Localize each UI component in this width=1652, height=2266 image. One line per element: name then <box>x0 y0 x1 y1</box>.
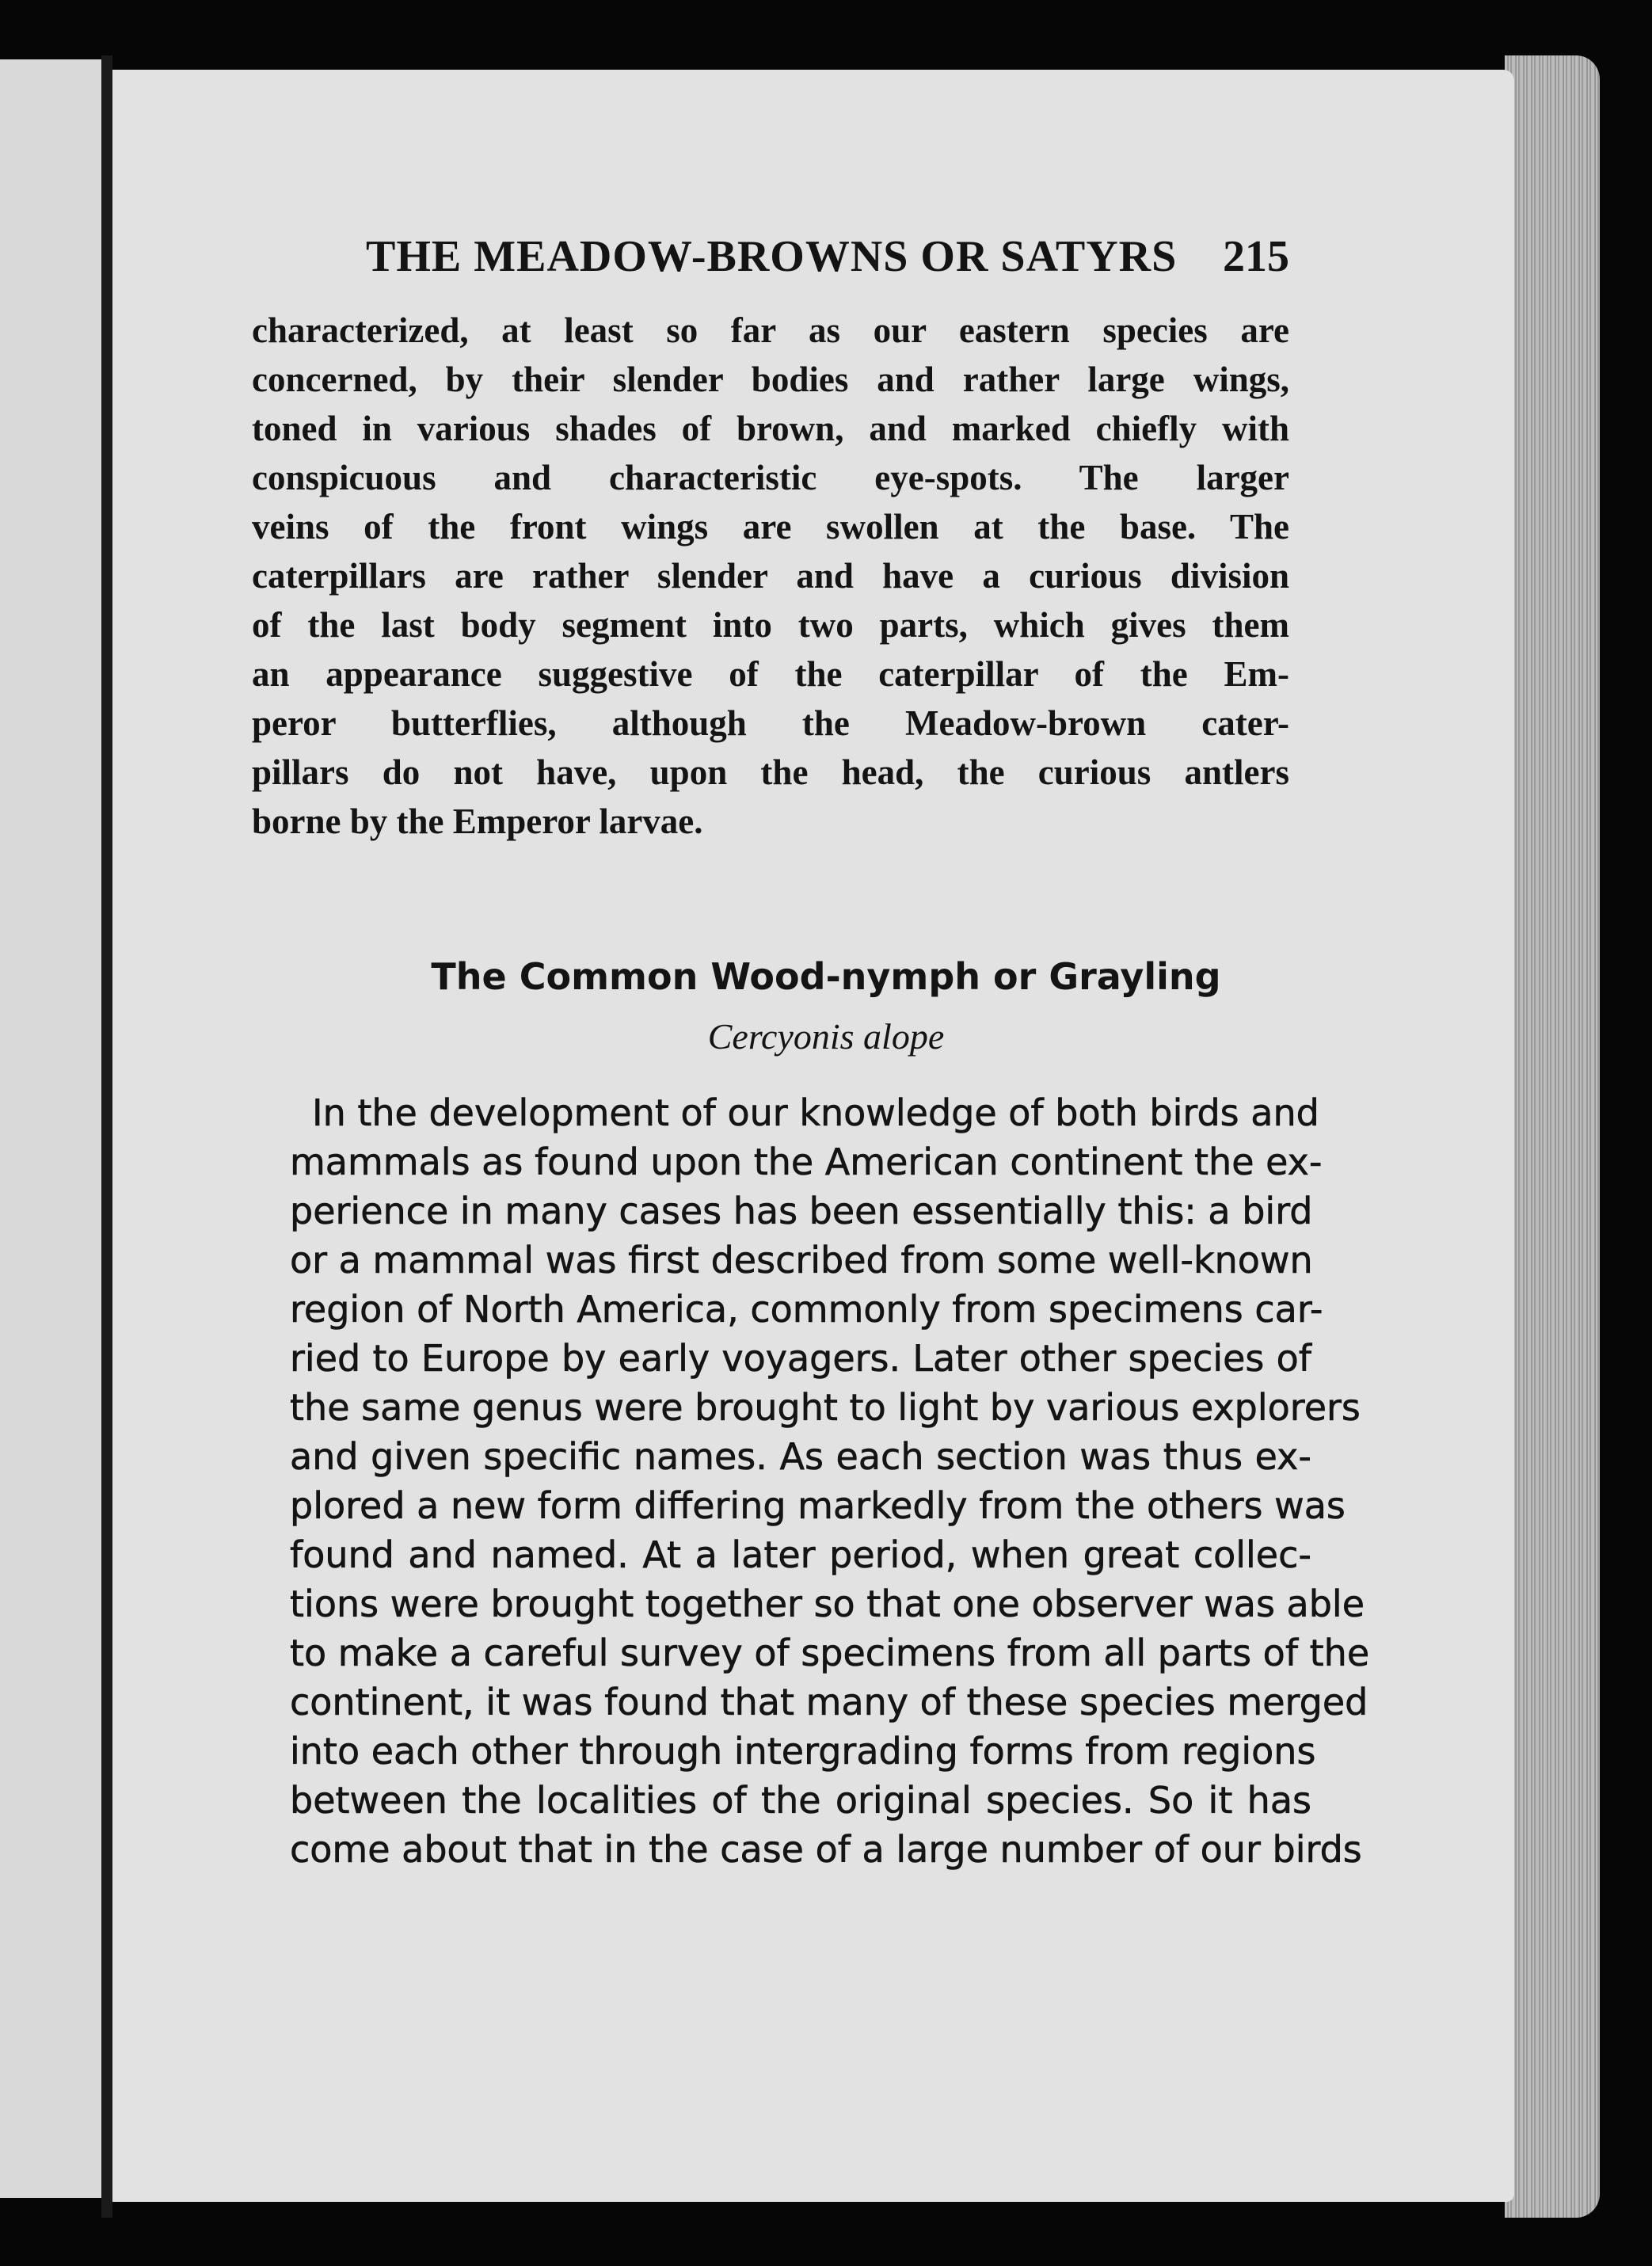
left-facing-page-edge <box>0 59 112 2198</box>
text-line: tions were brought together so that one observer was able <box>290 1582 1365 1625</box>
paragraph-body <box>290 1088 1370 1874</box>
text-line: into each other through intergrading forms from regions <box>290 1730 1316 1773</box>
text-line: In the development of our knowledge of both birds and <box>312 1091 1319 1134</box>
text-line: caterpillars are rather slender and have a curious division <box>252 556 1289 596</box>
text-line: continent, it was found that many of these species merged <box>290 1681 1368 1723</box>
text-line: peror butterflies, although the Meadow-brown cater- <box>252 703 1289 743</box>
text-line: and given specific names. As each section was thus ex- <box>290 1435 1311 1478</box>
text-line: an appearance suggestive of the caterpillar of the Em- <box>252 654 1289 694</box>
text-line: veins of the front wings are swollen at the base. The <box>252 507 1289 547</box>
section-subtitle-latin-name: Cercyonis alope <box>707 1016 945 1057</box>
text-line: the same genus were brought to light by various explorers <box>290 1386 1361 1429</box>
section-title: The Common Wood-nymph or Grayling <box>431 955 1221 998</box>
text-line: pillars do not have, upon the head, the curious antlers <box>252 752 1289 792</box>
text-line: plored a new form differing markedly from the others was <box>290 1484 1346 1527</box>
text-line: found and named. At a later period, when great collec- <box>290 1533 1311 1576</box>
text-line: or a mammal was first described from some well-known <box>290 1239 1313 1282</box>
text-line: perience in many cases has been essentially this: a bird <box>290 1190 1313 1232</box>
page-edge-stack <box>1505 55 1600 2218</box>
text-line: to make a careful survey of specimens from all parts of the <box>290 1632 1370 1674</box>
text-line: of the last body segment into two parts, which gives them <box>252 605 1289 645</box>
running-head <box>366 231 1289 287</box>
running-head-title: THE MEADOW-BROWNS OR SATYRS <box>366 232 1178 281</box>
page-number: 215 <box>1223 232 1289 281</box>
text-line: borne by the Emperor larvae. <box>252 802 703 841</box>
paragraph-continued <box>252 306 1289 846</box>
text-line: conspicuous and characteristic eye-spots. The larger <box>252 458 1289 497</box>
text-line: come about that in the case of a large number of our birds <box>290 1828 1362 1871</box>
text-line: between the localities of the original species. So it has <box>290 1779 1311 1822</box>
text-line: concerned, by their slender bodies and rather large wings, <box>252 360 1289 399</box>
text-line: characterized, at least so far as our eastern species are <box>252 310 1289 350</box>
text-line: mammals as found upon the American continent the ex- <box>290 1141 1323 1183</box>
text-line: toned in various shades of brown, and marked chiefly with <box>252 409 1289 448</box>
text-line: ried to Europe by early voyagers. Later other species of <box>290 1337 1311 1380</box>
text-line: region of North America, commonly from specimens car- <box>290 1288 1323 1331</box>
book-gutter <box>101 55 112 2218</box>
